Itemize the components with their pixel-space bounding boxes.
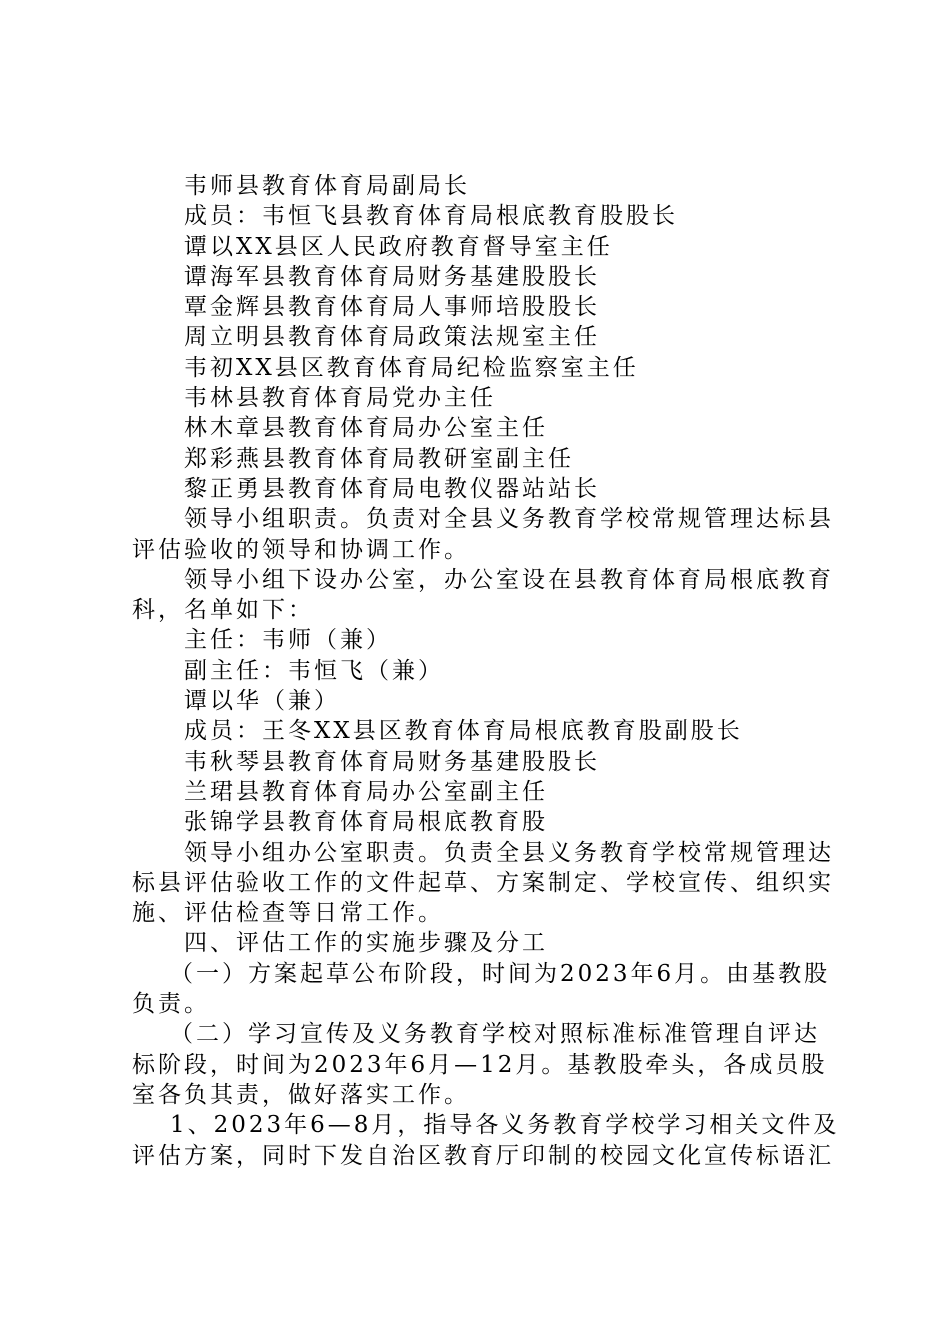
list-item: 韦林县教育体育局党办主任: [184, 385, 496, 412]
paragraph-line: 室各负其责，做好落实工作。: [132, 1081, 470, 1108]
paragraph-line: 标阶段，时间为2023年6月—12月。基教股牵头，各成员股: [132, 1051, 828, 1078]
paragraph-office-setup: [132, 565, 834, 626]
list-item: 张锦学县教育体育局根底教育股: [184, 809, 548, 836]
paragraph-line: 负责。: [132, 991, 210, 1018]
paragraph-office-duty: [132, 838, 834, 929]
list-item: 成员：韦恒飞县教育体育局根底教育股股长: [184, 203, 678, 230]
list-item: 兰珺县教育体育局办公室副主任: [184, 778, 548, 805]
paragraph-line: 1、2023年6—8月，指导各义务教育学校学习相关文件及: [170, 1112, 840, 1139]
paragraph-step-one: [132, 959, 830, 1020]
list-item: 谭以华（兼）: [184, 688, 340, 715]
list-item: 郑彩燕县教育体育局教研室副主任: [184, 445, 574, 472]
paragraph-line: 标县评估验收工作的文件起草、方案制定、学校宣传、组织实: [132, 869, 834, 896]
list-item: 韦师县教育体育局副局长: [184, 173, 470, 199]
paragraph-step-two-detail: [132, 1110, 840, 1171]
paragraph-step-two: [132, 1019, 830, 1110]
list-item: 主任：韦师（兼）: [184, 627, 392, 654]
paragraph-line: （二）学习宣传及义务教育学校对照标准标准管理自评达: [170, 1021, 820, 1048]
paragraph-line: 科，名单如下：: [132, 597, 314, 624]
list-item: 谭以XX县区人民政府教育督导室主任: [184, 233, 613, 260]
list-item: 谭海军县教育体育局财务基建股股长: [184, 263, 600, 290]
paragraph-line: 领导小组办公室职责。负责全县义务教育学校常规管理达: [184, 839, 834, 866]
paragraph-line: 领导小组下设办公室，办公室设在县教育体育局根底教育: [184, 566, 834, 593]
paragraph-line: （一）方案起草公布阶段，时间为2023年6月。由基教股: [170, 960, 831, 987]
office-list-group: [132, 625, 830, 837]
list-item: 韦秋琴县教育体育局财务基建股股长: [184, 748, 600, 775]
leader-list-group: [132, 171, 830, 504]
list-item: 黎正勇县教育体育局电教仪器站站长: [184, 475, 600, 502]
list-item: 韦初XX县区教育体育局纪检监察室主任: [184, 354, 639, 381]
list-item: 周立明县教育体育局政策法规室主任: [184, 324, 600, 351]
section-heading: 四、评估工作的实施步骤及分工: [184, 930, 548, 957]
list-item: 成员：王冬XX县区教育体育局根底教育股副股长: [184, 718, 743, 745]
paragraph-leader-duty: [132, 504, 834, 565]
paragraph-line: 领导小组职责。负责对全县义务教育学校常规管理达标县: [184, 506, 834, 533]
paragraph-line: 评估方案，同时下发自治区教育厅印制的校园文化宣传标语汇: [132, 1142, 834, 1169]
list-item: 副主任：韦恒飞（兼）: [184, 657, 444, 684]
paragraph-line: 施、评估检查等日常工作。: [132, 900, 444, 927]
list-item: 林木章县教育体育局办公室主任: [184, 415, 548, 442]
paragraph-line: 评估验收的领导和协调工作。: [132, 536, 470, 563]
list-item: 覃金辉县教育体育局人事师培股股长: [184, 294, 600, 321]
